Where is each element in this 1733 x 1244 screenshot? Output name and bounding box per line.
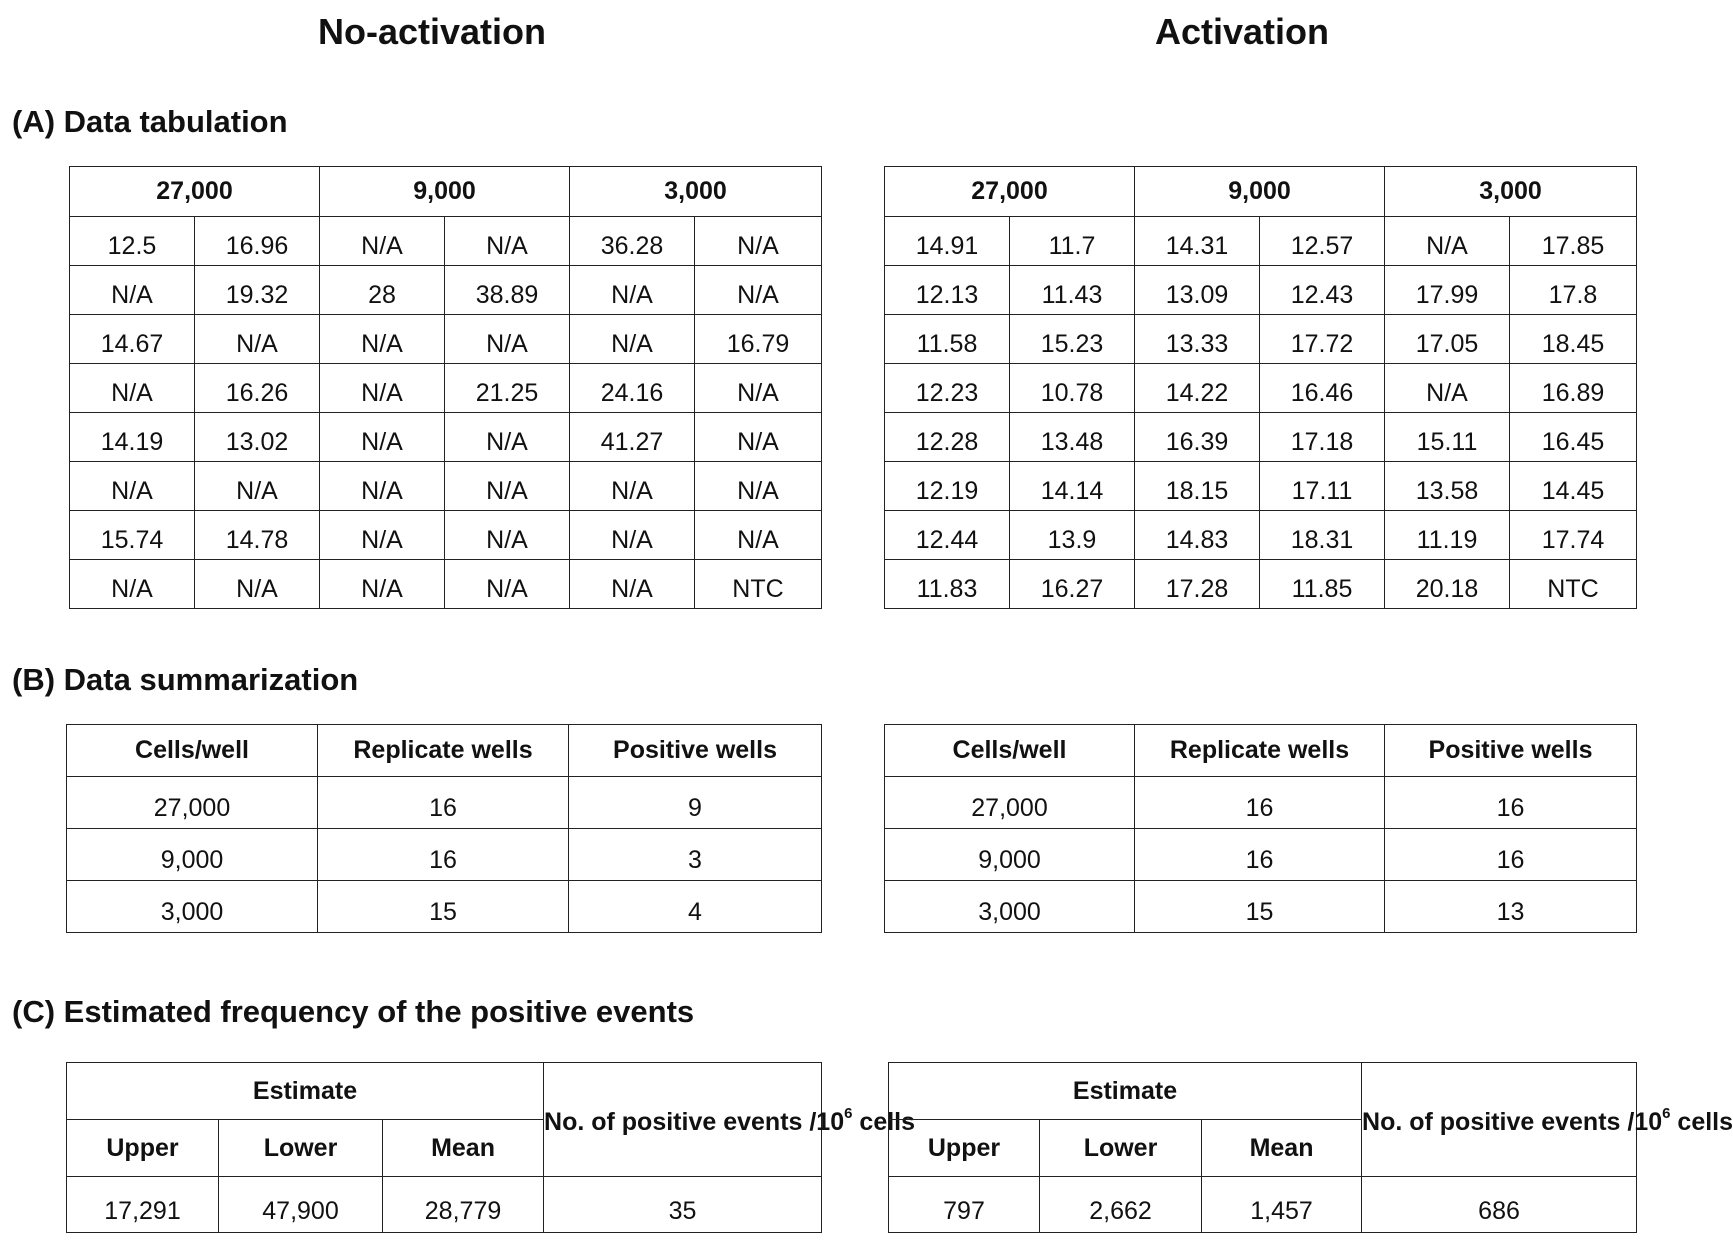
events-header: No. of positive events $/10^6$ cells: [1362, 1063, 1637, 1177]
table-cell: 11.58: [885, 315, 1010, 364]
table-cell: N/A: [445, 560, 570, 609]
table-cell: 14.31: [1135, 217, 1260, 266]
table-cell: 18.31: [1260, 511, 1385, 560]
table-cell: 38.89: [445, 266, 570, 315]
group-header: 3,000: [570, 167, 822, 217]
events-value: 35: [544, 1177, 822, 1233]
table-cell: 13.02: [195, 413, 320, 462]
table-cell: N/A: [195, 462, 320, 511]
table-cell: 14.83: [1135, 511, 1260, 560]
table-cell: N/A: [570, 315, 695, 364]
table-cell: 9,000: [885, 829, 1135, 881]
estimate-table-activation: [888, 1062, 1733, 1233]
table-cell: 27,000: [885, 777, 1135, 829]
lower-header: Lower: [219, 1120, 383, 1177]
table-cell: 15: [1135, 881, 1385, 933]
table-cell: 16.39: [1135, 413, 1260, 462]
table-cell: 16.45: [1510, 413, 1637, 462]
table-cell: 15.23: [1010, 315, 1135, 364]
table-cell: 11.43: [1010, 266, 1135, 315]
table-cell: N/A: [695, 364, 822, 413]
table-cell: NTC: [1510, 560, 1637, 609]
table-cell: 12.28: [885, 413, 1010, 462]
tabulation-table-no-activation: [69, 166, 822, 609]
table-cell: 16: [1135, 777, 1385, 829]
table-cell: 13.58: [1385, 462, 1510, 511]
table-cell: N/A: [1385, 217, 1510, 266]
column-header: Positive wells: [1385, 725, 1637, 777]
table-cell: 15.11: [1385, 413, 1510, 462]
table-cell: 14.22: [1135, 364, 1260, 413]
table-cell: 12.43: [1260, 266, 1385, 315]
table-cell: 11.85: [1260, 560, 1385, 609]
table-cell: 16.79: [695, 315, 822, 364]
table-cell: N/A: [320, 462, 445, 511]
table-cell: 17.8: [1510, 266, 1637, 315]
table-cell: 16.89: [1510, 364, 1637, 413]
mean-value: 28,779: [383, 1177, 544, 1233]
group-header: 27,000: [885, 167, 1135, 217]
table-cell: 15.74: [70, 511, 195, 560]
table-cell: 17.05: [1385, 315, 1510, 364]
table-cell: N/A: [195, 560, 320, 609]
table-cell: 21.25: [445, 364, 570, 413]
table-cell: 36.28: [570, 217, 695, 266]
lower-header: Lower: [1040, 1120, 1202, 1177]
column-header: Positive wells: [569, 725, 822, 777]
table-cell: N/A: [570, 462, 695, 511]
table-cell: N/A: [70, 266, 195, 315]
table-cell: 9: [569, 777, 822, 829]
table-cell: 16.96: [195, 217, 320, 266]
table-cell: 10.78: [1010, 364, 1135, 413]
table-cell: N/A: [320, 511, 445, 560]
table-cell: N/A: [570, 266, 695, 315]
table-cell: 11.19: [1385, 511, 1510, 560]
table-cell: 17.72: [1260, 315, 1385, 364]
table-cell: N/A: [570, 511, 695, 560]
table-cell: N/A: [445, 413, 570, 462]
table-cell: 16: [318, 829, 569, 881]
table-cell: 16.46: [1260, 364, 1385, 413]
estimate-header: Estimate: [889, 1063, 1362, 1120]
table-cell: N/A: [445, 315, 570, 364]
table-cell: 15: [318, 881, 569, 933]
group-header: 9,000: [1135, 167, 1385, 217]
lower-value: 2,662: [1040, 1177, 1202, 1233]
table-cell: N/A: [695, 266, 822, 315]
upper-value: 17,291: [67, 1177, 219, 1233]
table-cell: N/A: [70, 364, 195, 413]
table-cell: N/A: [695, 413, 822, 462]
column-header: Replicate wells: [1135, 725, 1385, 777]
table-cell: NTC: [695, 560, 822, 609]
table-cell: 13.33: [1135, 315, 1260, 364]
table-cell: 18.15: [1135, 462, 1260, 511]
table-cell: 14.78: [195, 511, 320, 560]
table-cell: 20.18: [1385, 560, 1510, 609]
column-header: Cells/well: [885, 725, 1135, 777]
table-cell: 13: [1385, 881, 1637, 933]
table-cell: 12.23: [885, 364, 1010, 413]
table-cell: N/A: [570, 560, 695, 609]
table-cell: 27,000: [67, 777, 318, 829]
table-cell: 14.91: [885, 217, 1010, 266]
table-cell: N/A: [695, 462, 822, 511]
table-cell: N/A: [195, 315, 320, 364]
table-cell: N/A: [445, 511, 570, 560]
table-cell: N/A: [320, 560, 445, 609]
upper-header: Upper: [889, 1120, 1040, 1177]
table-cell: 16: [1385, 777, 1637, 829]
table-cell: 16.26: [195, 364, 320, 413]
table-cell: 24.16: [570, 364, 695, 413]
table-cell: 19.32: [195, 266, 320, 315]
tabulation-table-activation: [884, 166, 1637, 609]
table-cell: 13.09: [1135, 266, 1260, 315]
table-cell: 3,000: [67, 881, 318, 933]
group-header: 9,000: [320, 167, 570, 217]
section-a-title: (A) Data tabulation: [12, 104, 288, 139]
table-cell: 11.83: [885, 560, 1010, 609]
table-cell: 14.14: [1010, 462, 1135, 511]
column-header: Cells/well: [67, 725, 318, 777]
table-cell: 41.27: [570, 413, 695, 462]
table-cell: 17.74: [1510, 511, 1637, 560]
table-cell: 17.18: [1260, 413, 1385, 462]
table-cell: 12.44: [885, 511, 1010, 560]
table-cell: 9,000: [67, 829, 318, 881]
group-header: 3,000: [1385, 167, 1637, 217]
estimate-table-no-activation: [66, 1062, 916, 1233]
table-cell: 12.13: [885, 266, 1010, 315]
column-header: Replicate wells: [318, 725, 569, 777]
upper-value: 797: [889, 1177, 1040, 1233]
heading-no-activation: No-activation: [317, 11, 547, 52]
table-cell: 3: [569, 829, 822, 881]
table-cell: 14.19: [70, 413, 195, 462]
table-cell: 4: [569, 881, 822, 933]
heading-activation: Activation: [1154, 11, 1330, 52]
summary-table-activation: [884, 724, 1637, 933]
table-cell: 14.67: [70, 315, 195, 364]
table-cell: 16: [318, 777, 569, 829]
table-cell: N/A: [320, 315, 445, 364]
table-cell: 28: [320, 266, 445, 315]
section-c-title: (C) Estimated frequency of the positive events: [12, 994, 695, 1029]
table-cell: 14.45: [1510, 462, 1637, 511]
mean-header: Mean: [1202, 1120, 1362, 1177]
table-cell: N/A: [320, 364, 445, 413]
mean-value: 1,457: [1202, 1177, 1362, 1233]
table-cell: N/A: [695, 511, 822, 560]
table-cell: N/A: [70, 560, 195, 609]
table-cell: 16.27: [1010, 560, 1135, 609]
summary-table-no-activation: [66, 724, 822, 933]
table-cell: 13.9: [1010, 511, 1135, 560]
table-cell: 11.7: [1010, 217, 1135, 266]
table-cell: N/A: [320, 217, 445, 266]
table-cell: 3,000: [885, 881, 1135, 933]
table-cell: 16: [1385, 829, 1637, 881]
table-cell: 12.5: [70, 217, 195, 266]
lower-value: 47,900: [219, 1177, 383, 1233]
table-cell: 12.19: [885, 462, 1010, 511]
estimate-header: Estimate: [67, 1063, 544, 1120]
events-header: No. of positive events $/10^6$ cells: [544, 1063, 822, 1177]
table-cell: 17.28: [1135, 560, 1260, 609]
table-cell: N/A: [1385, 364, 1510, 413]
table-cell: N/A: [445, 217, 570, 266]
table-cell: N/A: [70, 462, 195, 511]
table-cell: 12.57: [1260, 217, 1385, 266]
group-header: 27,000: [70, 167, 320, 217]
events-value: 686: [1362, 1177, 1637, 1233]
table-cell: 17.11: [1260, 462, 1385, 511]
table-cell: N/A: [695, 217, 822, 266]
table-cell: 13.48: [1010, 413, 1135, 462]
upper-header: Upper: [67, 1120, 219, 1177]
table-cell: 16: [1135, 829, 1385, 881]
section-b-title: (B) Data summarization: [12, 662, 359, 697]
table-cell: 17.85: [1510, 217, 1637, 266]
table-cell: 18.45: [1510, 315, 1637, 364]
table-cell: N/A: [445, 462, 570, 511]
mean-header: Mean: [383, 1120, 544, 1177]
table-cell: 17.99: [1385, 266, 1510, 315]
table-cell: N/A: [320, 413, 445, 462]
